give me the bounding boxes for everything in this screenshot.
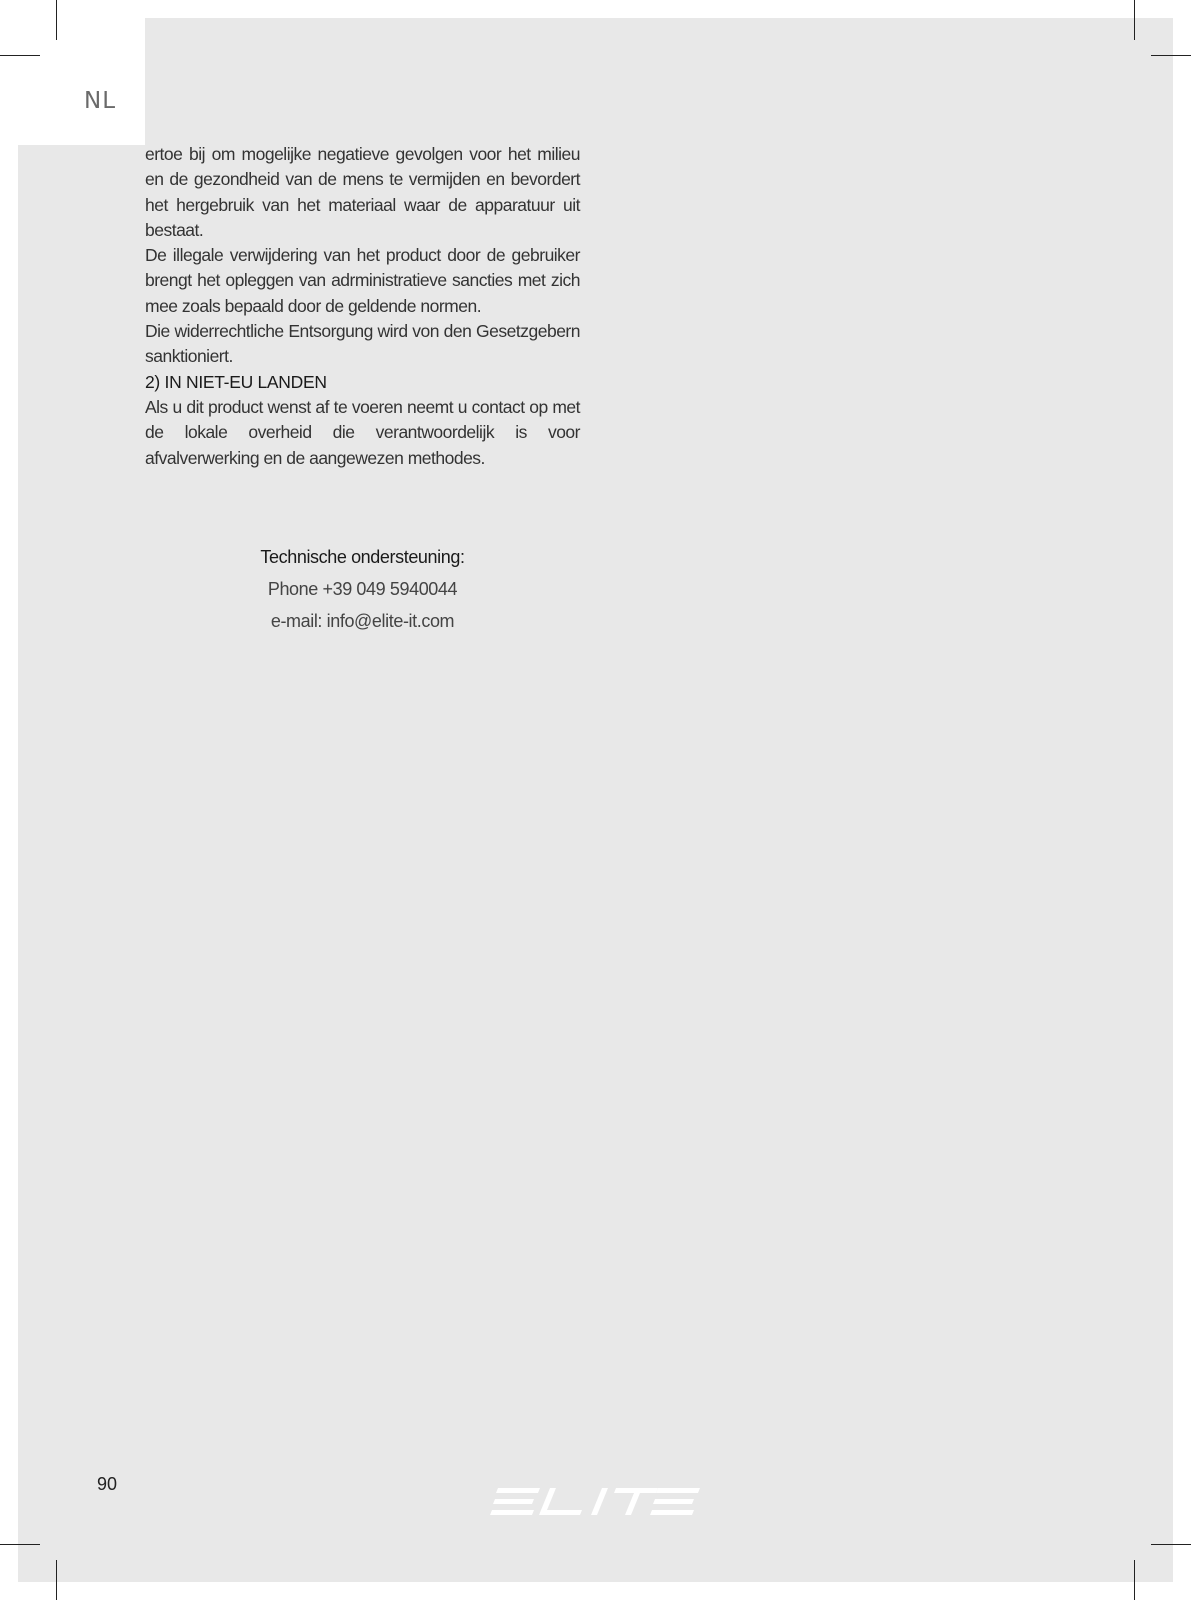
crop-mark [0, 1544, 40, 1545]
paragraph: De illegale verwijdering van het product door de gebruiker brengt het opleggen van adrministratieve sancties met zich mee zoals bepaald door de geldende normen. [145, 245, 580, 316]
crop-mark [0, 55, 40, 56]
page-background-top [145, 18, 1173, 146]
crop-mark [56, 1560, 57, 1600]
language-tab: NL [84, 88, 117, 114]
support-block [210, 545, 515, 633]
crop-mark [1151, 1544, 1191, 1545]
paragraph: Die widerrechtliche Entsorgung wird von den Gesetzgebern sanktioniert. [145, 321, 580, 367]
crop-mark [1151, 55, 1191, 56]
section-heading: 2) IN NIET-EU LANDEN [145, 371, 327, 392]
page-number: 90 [97, 1474, 118, 1494]
support-phone: Phone +39 049 5940044 [267, 579, 458, 599]
paragraph: ertoe bij om mogelijke negatieve gevolgen voor het milieu en de gezondheid van de mens te vermijden en bevordert het hergebruik van het materiaal waar de apparatuur uit bestaat. [145, 144, 580, 240]
support-title: Technische ondersteuning: [260, 547, 465, 567]
crop-mark [56, 0, 57, 40]
support-email: e-mail: info@elite-it.com [270, 611, 455, 631]
crop-mark [1134, 0, 1135, 40]
crop-mark [1134, 1560, 1135, 1600]
elite-logo-icon [490, 1486, 700, 1518]
paragraph: Als u dit product wenst af te voeren neemt u contact op met de lokale overheid die verantwoordelijk is voor afvalverwerking en de aangewezen methodes. [145, 396, 580, 468]
body-text [145, 142, 580, 471]
